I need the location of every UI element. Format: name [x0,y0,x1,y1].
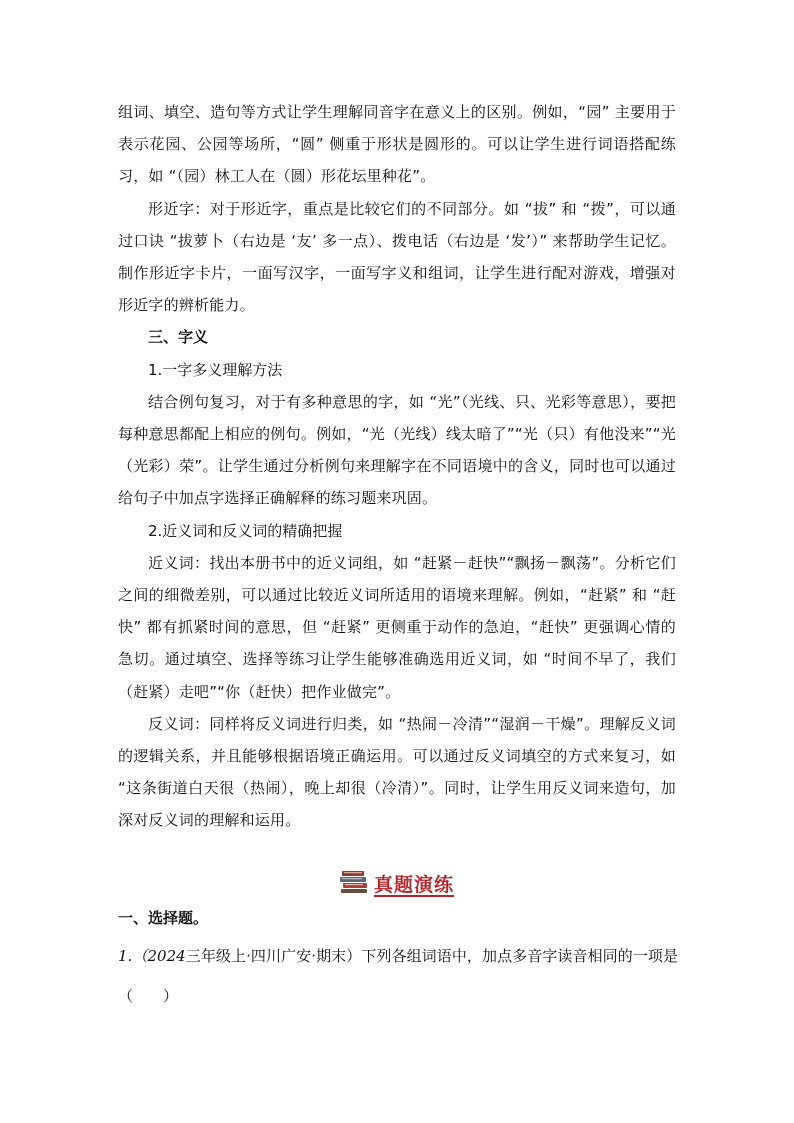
books-icon [340,868,370,898]
section-heading-meaning: 三、字义 [148,328,209,347]
question-year: （2024 [132,947,186,965]
banner-title: 真题演练 [373,873,454,896]
document-body [118,96,676,837]
section-title-multiple-choice: 一、选择题。 [118,909,209,927]
exercise-banner [0,868,794,898]
subheading-polysemy: 1.一字多义理解方法 [148,360,283,379]
paragraph-polysemy: 结合例句复习，对于有多种意思的字，如 “光”（光线、只、光彩等意思），要把每种意思都配上相应的例句。例如，“光（光线）线太暗了”“光（只）有他没来”“光（光彩）荣”。让学生通过分析例句来理解字在不同语境中的含义，同时也可以通过给句子中加点字选择正确解释的练习题来巩固。 [118,392,676,508]
paragraph-antonyms: 反义词：同样将反义词进行归类，如 “热闹－冷清”“湿润－干燥”。理解反义词的逻辑关系，并且能够根据语境正确运用。可以通过反义词填空的方式来复习，如 “这条街道白天很（热闹），晚上却很（冷清）”。同时，让学生用反义词来造句，加深对反义词的理解和运用。 [118,714,676,830]
question-number: 1. [118,947,133,965]
question-text: 下列各组词语中，加点多音字读音相同的一项是（ ） [118,947,678,1005]
paragraph-synonyms: 近义词：找出本册书中的近义词组，如 “赶紧－赶快”“飘扬－飘荡”。分析它们之间的细微差别，可以通过比较近义词所适用的语境来理解。例如，“赶紧” 和 “赶快” 都有抓紧时间的意思，但 “赶紧” 更侧重于动作的急迫，“赶快” 更强调心情的急切。通过填空、选择等练习让学生能够准确选用近义词，如 “时间不早了，我们（赶紧）走吧”“你（赶快）把作业做完”。 [118,553,676,701]
question-1 [118,936,678,1016]
subheading-synonyms-antonyms: 2.近义词和反义词的精确把握 [148,521,343,540]
question-source: 三年级上·四川广安·期末） [185,947,362,965]
paragraph-homophones: 组词、填空、造句等方式让学生理解同音字在意义上的区别。例如，“园” 主要用于表示花园、公园等场所，“圆” 侧重于形状是圆形的。可以让学生进行词语搭配练习，如 “（园）林工人在（圆）形花坛里种花”。 [118,103,676,186]
paragraph-similar-characters: 形近字：对于形近字，重点是比较它们的不同部分。如 “拔” 和 “拨”，可以通过口诀 “拔萝卜（右边是 ‘友’ 多一点）、拨电话（右边是 ‘发’）” 来帮助学生记忆。制作形近字卡片，一面写汉字，一面写字义和组词，让学生进行配对游戏，增强对形近字的辨析能力。 [118,199,676,315]
